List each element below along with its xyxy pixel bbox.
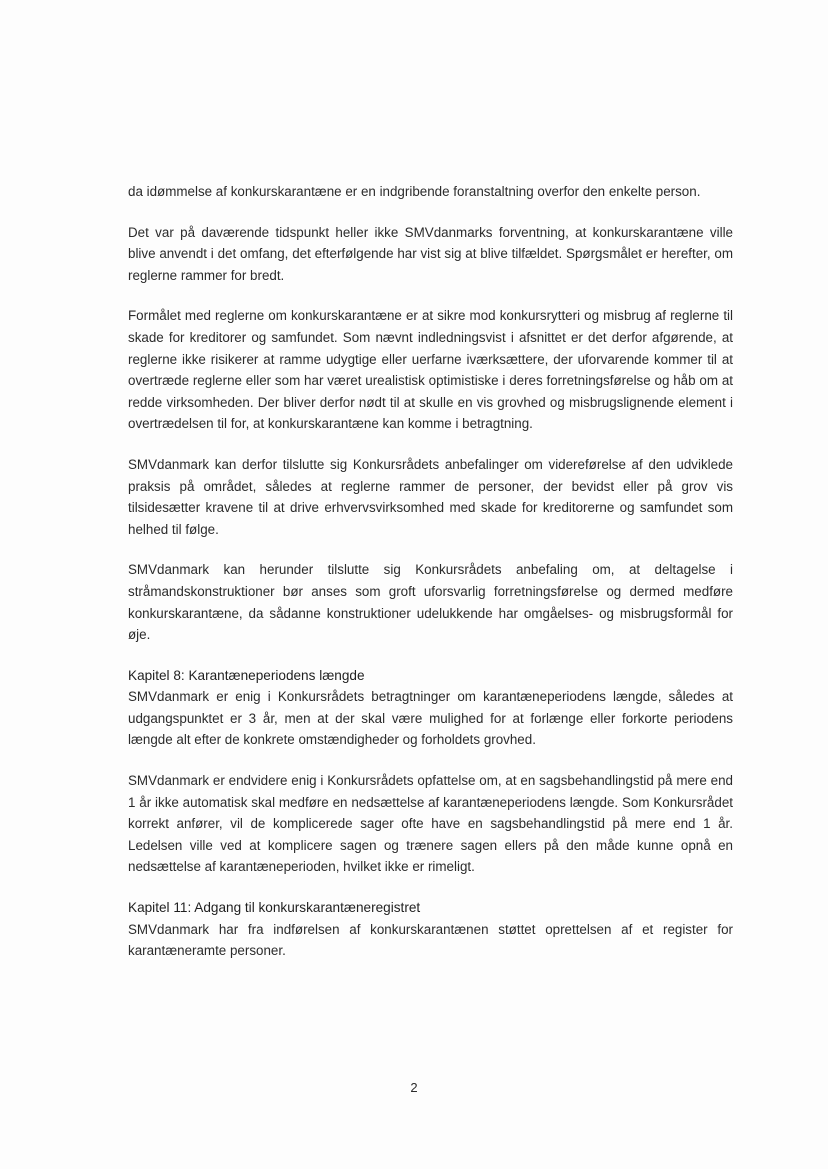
section-heading: Kapitel 8: Karantæneperiodens længde [128,667,365,683]
section-chapter-11 [128,897,733,962]
section-chapter-8-continued [128,770,733,878]
section-heading: Kapitel 11: Adgang til konkurskarantæneregistret [128,900,421,916]
body-paragraph: SMVdanmark kan herunder tilslutte sig Konkursrådets anbefaling om, at deltagelse i stråmandskonstruktioner bør anses som groft uforsvarlig forretningsførelse og dermed medføre konkurskarantæne, da sådanne konstruktioner udelukkende har omgåelses- og misbrugsformål for øje. [128,562,733,643]
section-paragraph: SMVdanmark har fra indførelsen af konkurskarantænen støttet oprettelsen af et register for karantæneramte personer. [128,921,733,959]
body-paragraph: SMVdanmark kan derfor tilslutte sig Konkursrådets anbefalinger om videreførelse af den udviklede praksis på området, således at reglerne rammer de personer, der bevidst eller på grov vis tilsidesætter kravene til at drive erhvervsvirksomhed med skade for kreditorerne og samfundet som helhed til følge. [128,456,733,537]
page-number: 2 [410,1080,418,1095]
section-paragraph: SMVdanmark er enig i Konkursrådets betragtninger om karantæneperiodens længde, således at udgangspunktet er 3 år, men at der skal være mulighed for at forlænge eller forkorte periodens længde alt efter de konkrete omstændigheder og forholdets grovhed. [128,689,733,748]
body-paragraph: Det var på daværende tidspunkt heller ikke SMVdanmarks forventning, at konkurskarantæne ville blive anvendt i det omfang, det efterfølgende har vist sig at blive tilfældet. Spørgsmålet er herefter, om reglerne rammer for bredt. [128,224,733,283]
body-paragraph: Formålet med reglerne om konkurskarantæne er at sikre mod konkursrytteri og misbrug af reglerne til skade for kreditorer og samfundet. Som nævnt indledningsvist i afsnittet er det derfor afgørende, at reglerne ikke risikerer at ramme udygtige eller uerfarne iværksættere, der uforvarende kommer til at overtræde reglerne eller som har været urealistisk optimistiske i deres forretningsførelse og håb om at redde virksomheden. Der bliver derfor nødt til at skulle en vis grovhed og misbrugslignende element i overtrædelsen til for, at konkurskarantæne kan komme i betragtning. [128,308,733,432]
section-paragraph: SMVdanmark er endvidere enig i Konkursrådets opfattelse om, at en sagsbehandlingstid på mere end 1 år ikke automatisk skal medføre en nedsættelse af karantæneperiodens længde. Som Konkursrådet korrekt anfører, vil de komplicerede sager ofte have en sagsbehandlingstid på mere end 1 år. Ledelsen ville ved at komplicere sagen og trænere sagen ellers på den måde kunne opnå en nedsættelse af karantæneperioden, hvilket ikke er rimeligt. [128,773,733,875]
body-paragraph: da idømmelse af konkurskarantæne er en indgribende foranstaltning overfor den enkelte person. [128,184,701,199]
text-column [128,181,733,981]
section-chapter-8 [128,665,733,751]
